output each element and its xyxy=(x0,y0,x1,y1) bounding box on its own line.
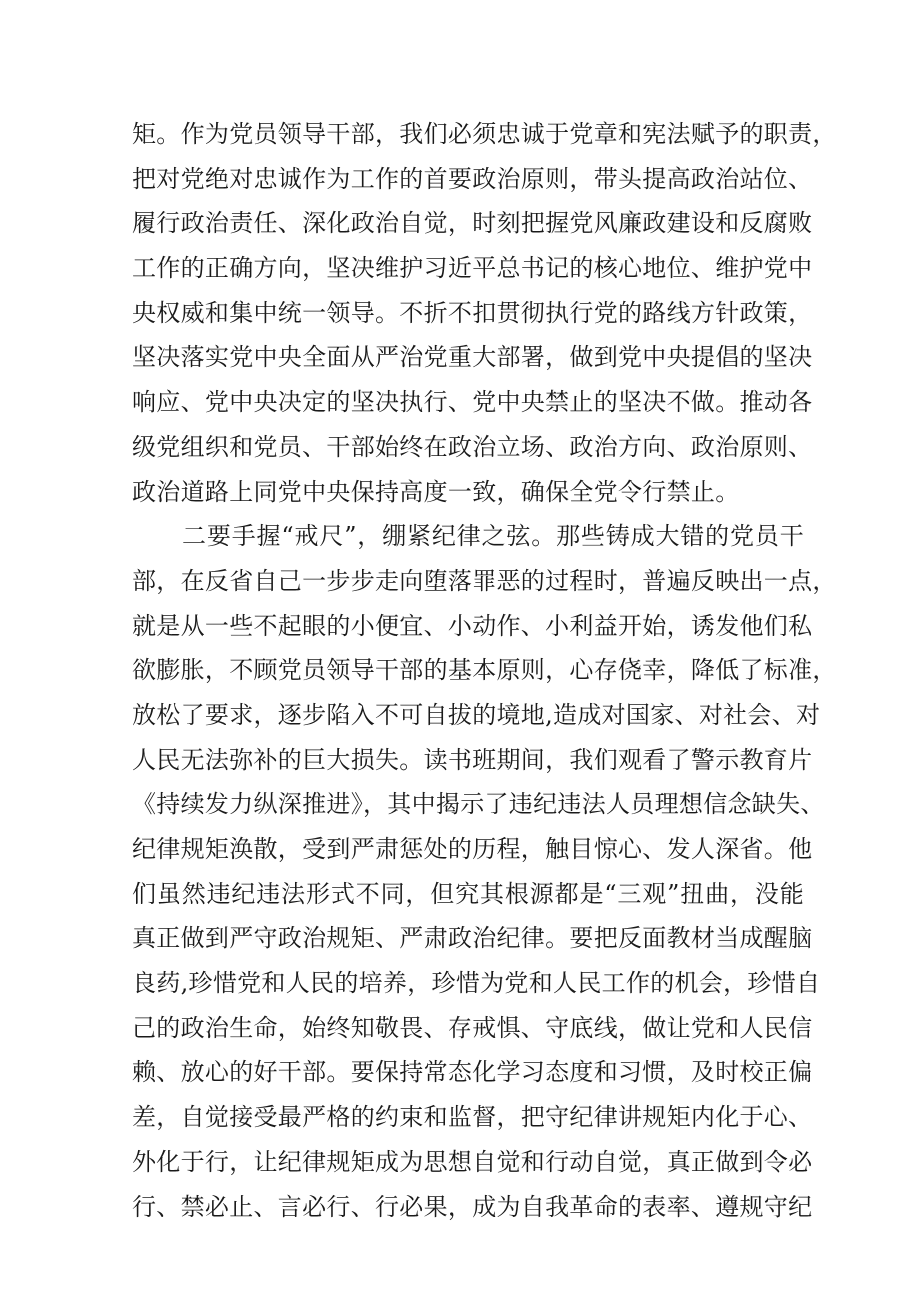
text-line: 级党组织和党员、干部始终在政治立场、政治方向、政治原则、 xyxy=(132,432,813,461)
text-line: 响应、党中央决定的坚决执行、党中央禁止的坚决不做。推动各 xyxy=(132,388,813,417)
text-line: 赖、放心的好干部。要保持常态化学习态度和习惯，及时校正偏 xyxy=(132,1058,813,1087)
text-line: 履行政治责任、深化政治自觉，时刻把握党风廉政建设和反腐败 xyxy=(132,209,813,238)
text-line: 把对党绝对忠诚作为工作的首要政治原则，带头提高政治站位、 xyxy=(132,164,813,193)
text-line: 外化于行，让纪律规矩成为思想自觉和行动自觉，真正做到令必 xyxy=(132,1147,813,1176)
text-line: 差，自觉接受最严格的约束和监督，把守纪律讲规矩内化于心、 xyxy=(132,1103,813,1132)
text-line: 政治道路上同党中央保持高度一致，确保全党令行禁止。 xyxy=(132,477,740,506)
text-line: 真正做到严守政治规矩、严肃政治纪律。要把反面教材当成醒脑 xyxy=(132,924,813,953)
text-line: 央权威和集中统一领导。不折不扣贯彻执行党的路线方针政策， xyxy=(132,298,813,327)
text-line: 就是从一些不起眼的小便宜、小动作、小利益开始，诱发他们私 xyxy=(132,611,813,640)
text-line: 矩。作为党员领导干部，我们必须忠诚于党章和宪法赋予的职责， xyxy=(132,120,837,148)
text-line: 坚决落实党中央全面从严治党重大部署，做到党中央提倡的坚决 xyxy=(132,343,813,372)
text-line: 人民无法弥补的巨大损失。读书班期间，我们观看了警示教育片 xyxy=(132,745,813,774)
text-line: 工作的正确方向，坚决维护习近平总书记的核心地位、维护党中 xyxy=(132,254,813,283)
paragraph-loyalty xyxy=(132,112,837,514)
text-line: 纪律规矩涣散，受到严肃惩处的历程，触目惊心、发人深省。他 xyxy=(132,835,813,863)
text-line: 己的政治生命，始终知敬畏、存戒惧、守底线，做让党和人民信 xyxy=(132,1013,813,1042)
text-line: 放松了要求，逐步陷入不可自拔的境地,造成对国家、对社会、对 xyxy=(132,700,821,729)
text-line: 们虽然违纪违法形式不同，但究其根源都是“三观”扭曲，没能 xyxy=(132,879,804,908)
text-line: 《持续发力纵深推进》，其中揭示了违纪违法人员理想信念缺失、 xyxy=(132,790,825,819)
body-text xyxy=(132,112,837,1229)
paragraph-discipline xyxy=(132,514,837,1229)
text-line: 良药,珍惜党和人民的培养，珍惜为党和人民工作的机会，珍惜自 xyxy=(132,969,821,998)
text-line: 部，在反省自己一步步走向堕落罪恶的过程时，普遍反映出一点， xyxy=(132,566,837,595)
text-line: 二要手握“戒尺”，绷紧纪律之弦。那些铸成大错的党员干 xyxy=(182,522,804,551)
text-line: 欲膨胀，不顾党员领导干部的基本原则，心存侥幸，降低了标准， xyxy=(132,656,837,685)
text-line: 行、禁必止、言必行、行必果，成为自我革命的表率、遵规守纪 xyxy=(132,1192,813,1221)
